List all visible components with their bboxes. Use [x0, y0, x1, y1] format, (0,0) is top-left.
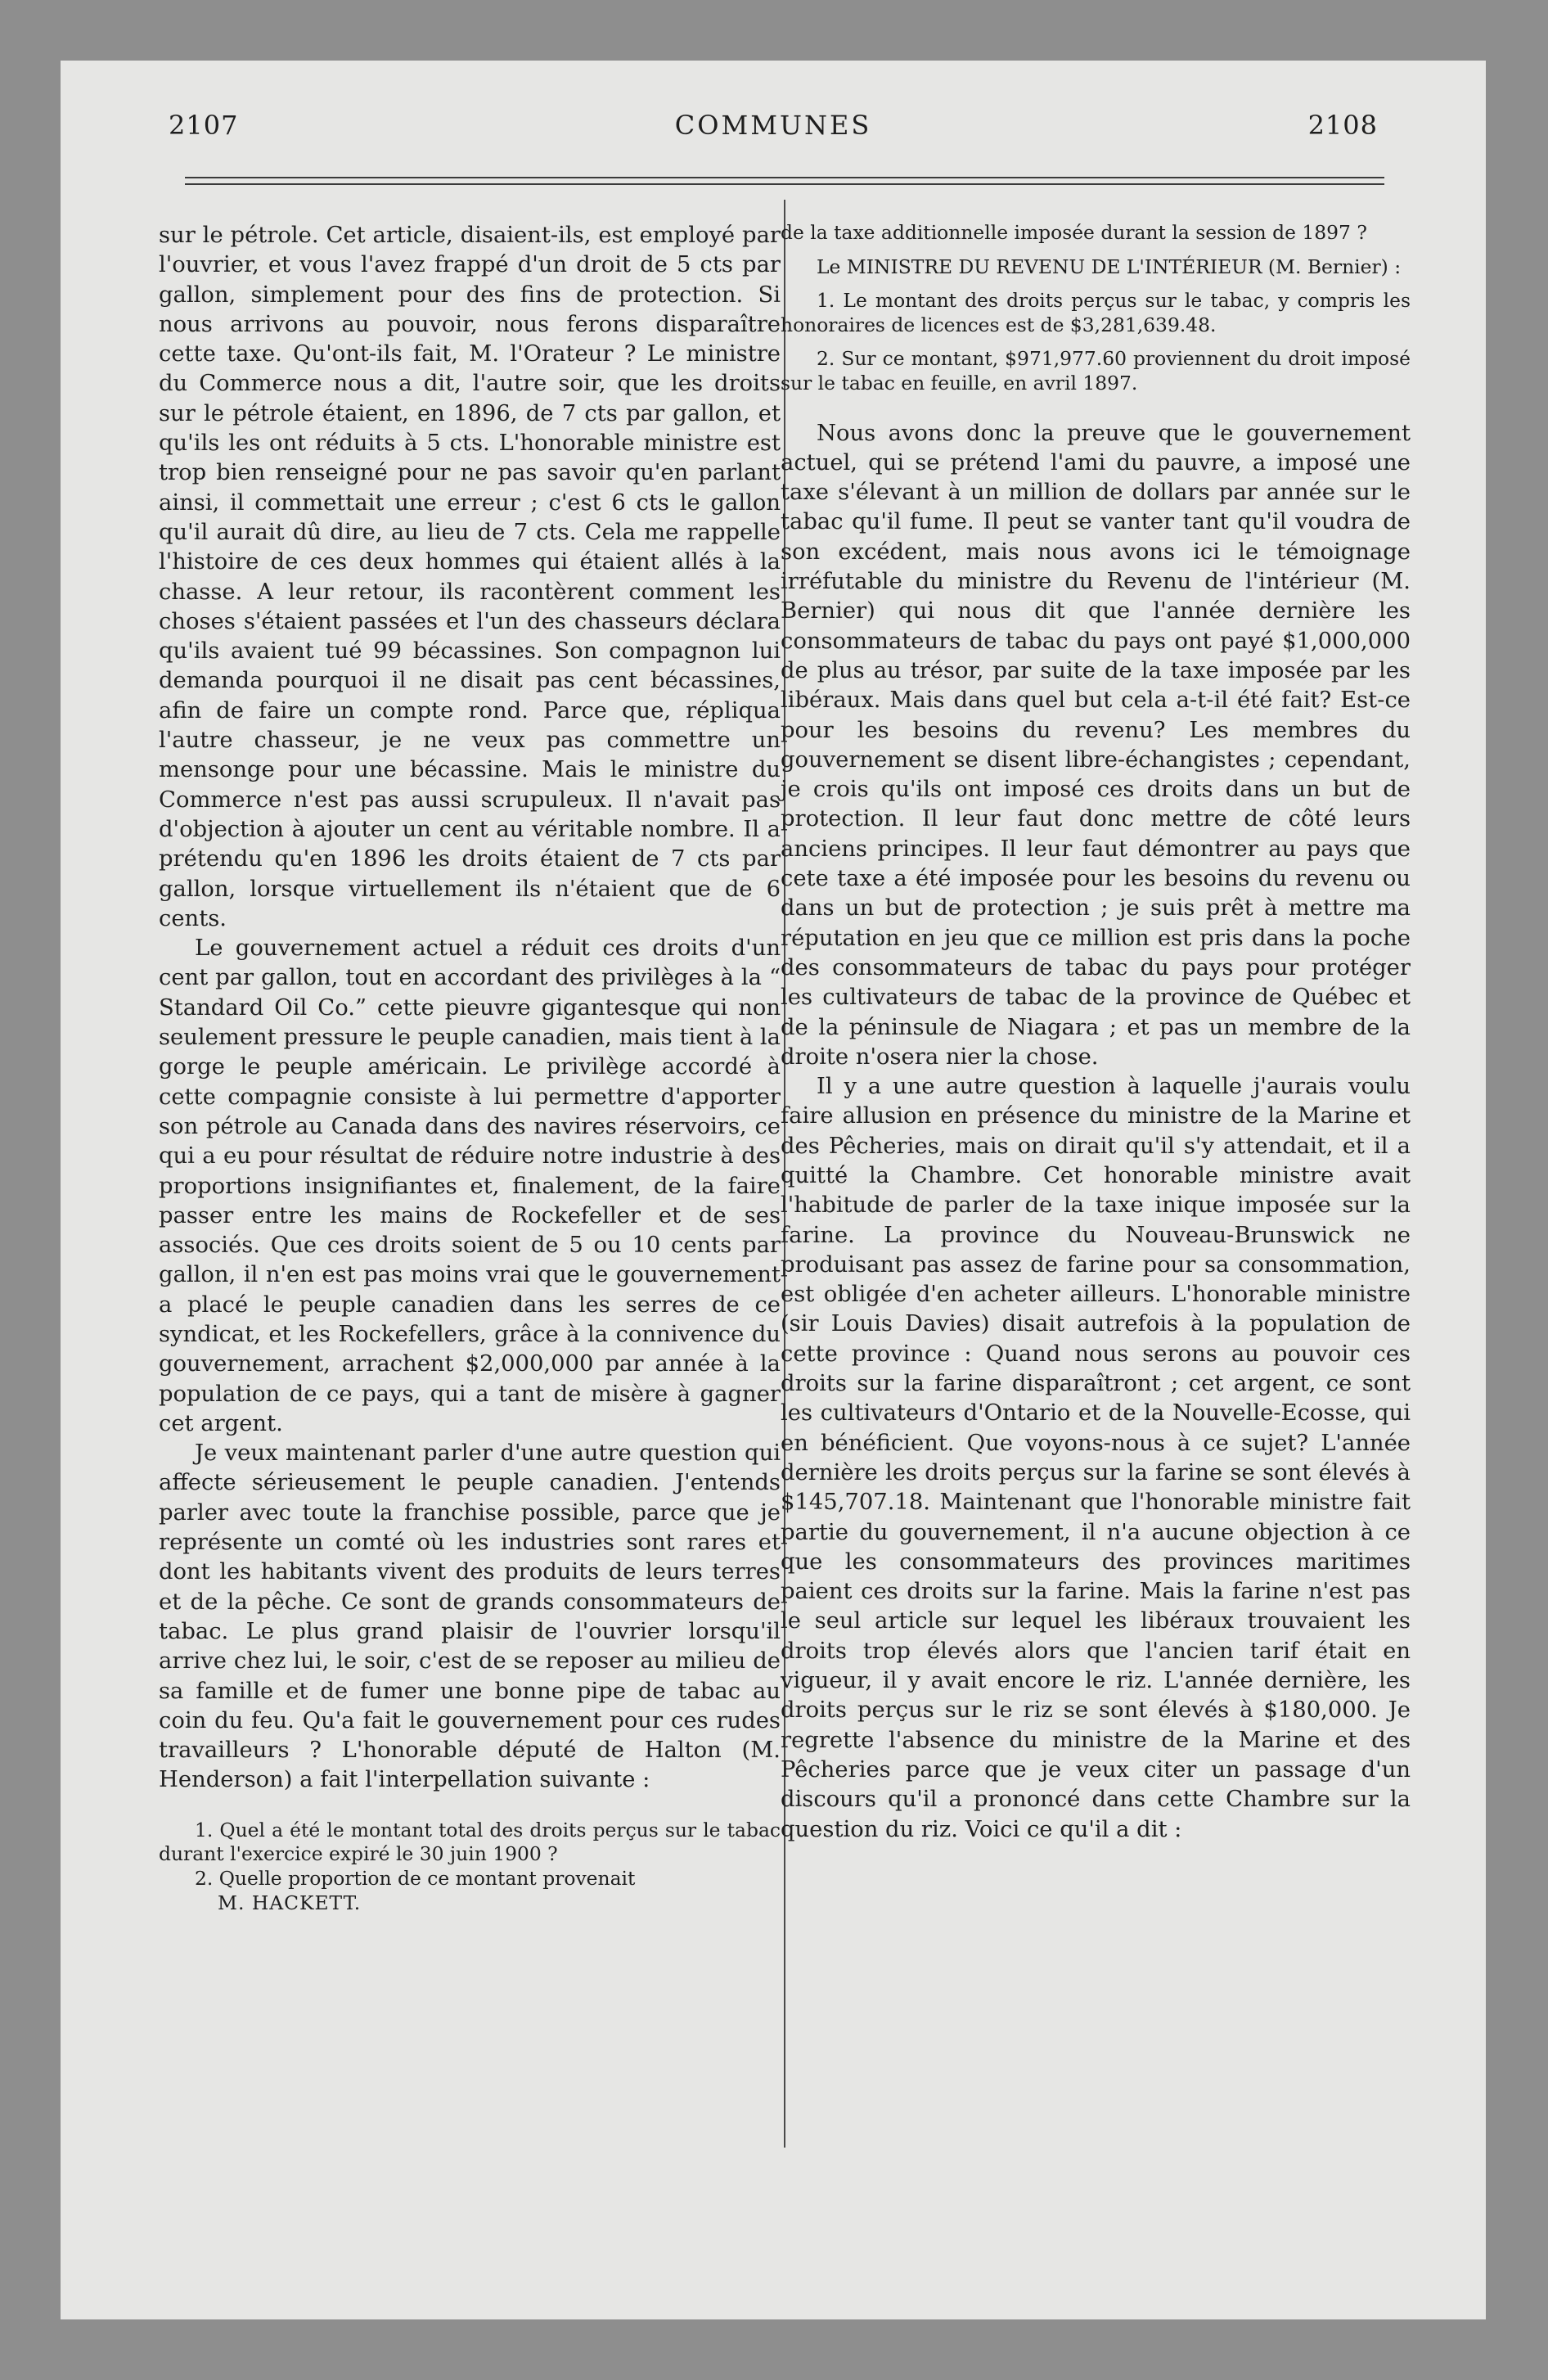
question-1: 1. Quel a été le montant total des droits perçus sur le tabac durant l'exercice expiré le 30 juin 1900 ? [159, 1818, 781, 1866]
spacer [781, 396, 1411, 419]
document-page [61, 61, 1486, 2319]
answer-1: 1. Le montant des droits perçus sur le tabac, y compris les honoraires de licences est de $3,281,639.48. [781, 289, 1411, 336]
spacer [159, 1796, 781, 1819]
question-2-continued: de la taxe additionnelle imposée durant la session de 1897 ? [781, 221, 1367, 244]
page-number-left: 2107 [169, 110, 239, 141]
header-rule-top [185, 177, 1384, 178]
paragraph: Nous avons donc la preuve que le gouvernement actuel, qui se prétend l'ami du pauvre, a imposé une taxe s'élevant à un million de dollars par année sur le tabac qu'il fume. Il peut se vanter tant qu'il voudra de son excédent, mais nous avons ici le témoignage irréfutable du ministre du Revenu de l'intérieur (M. Bernier) qui nous dit que l'année dernière les consommateurs de tabac du pays ont payé $1,000,000 de plus au trésor, par suite de la taxe imposée par les libéraux. Mais dans quel but cela a-t-il été fait? Est-ce pour les besoins du revenu? Les membres du gouvernement se disent libre-échangistes ; cependant, je crois qu'ils ont imposé ces droits dans un but de protection. Il leur faut donc mettre de côté leurs anciens principes. Il leur faut démontrer au pays que cete taxe a été imposée pour les besoins du revenu ou dans un but de protection ; je suis prêt à mettre ma réputation en jeu que ce million est pris dans la poche des consommateurs de tabac du pays pour protéger les cultivateurs de tabac de la province de Québec et de la péninsule de Niagara ; et pas un membre de la droite n'osera nier la chose. [781, 420, 1411, 1070]
signature: M. HACKETT. [218, 1891, 362, 1914]
minister-heading: Le MINISTRE DU REVENU DE L'INTÉRIEUR (M. Bernier) : [817, 255, 1402, 278]
paragraph: sur le pétrole. Cet article, disaient-ils, est employé par l'ouvrier, et vous l'avez frappé d'un droit de 5 cts par gallon, simplement pour des fins de protection. Si nous arrivons au pouvoir, nous ferons disparaître cette taxe. Qu'ont-ils fait, M. l'Orateur ? Le ministre du Commerce nous a dit, l'autre soir, que les droits sur le pétrole étaient, en 1896, de 7 cts par gallon, et qu'ils les ont réduits à 5 cts. L'honorable ministre est trop bien renseigné pour ne pas savoir qu'en parlant ainsi, il commettait une erreur ; c'est 6 cts le gallon qu'il aurait dû dire, au lieu de 7 cts. Cela me rappelle l'histoire de ces deux hommes qui étaient allés à la chasse. A leur retour, ils racontèrent comment les choses s'étaient passées et l'un des chasseurs déclara qu'ils avaient tué 99 bécassines. Son compagnon lui demanda pourquoi il ne disait pas cent bécassines, afin de faire un compte rond. Parce que, répliqua l'autre chasseur, je ne veux pas commettre un mensonge pour une bécassine. Mais le ministre du Commerce n'est pas aussi scrupuleux. Il n'avait pas d'objection à ajouter un cent au véritable nombre. Il a prétendu qu'en 1896 les droits étaient de 7 cts par gallon, lorsque virtuellement ils n'étaient que de 6 cents. [159, 223, 781, 931]
page-number-right: 2108 [1307, 110, 1378, 141]
paragraph: Le gouvernement actuel a réduit ces droits d'un cent par gallon, tout en accordant des privilèges à la “ Standard Oil Co.” cette pieuvre gigantesque qui non seulement pressure le peuple canadien, mais tient à la gorge le peuple américain. Le privilège accordé à cette compagnie consiste à lui permettre d'apporter son pétrole au Canada dans des navires réservoirs, ce qui a eu pour résultat de réduire notre industrie à des proportions insignifiantes et, finalement, de la faire passer entre les mains de Rockefeller et de ses associés. Que ces droits soient de 5 ou 10 cents par gallon, il n'en est pas moins vrai que le gouvernement a placé le peuple canadien dans les serres de ce syndicat, et les Rockefellers, grâce à la connivence du gouvernement, arrachent $2,000,000 par année à la population de ce pays, qui a tant de misère à gagner cet argent. [159, 935, 781, 1436]
left-column [159, 221, 781, 1915]
paragraph: Je veux maintenant parler d'une autre question qui affecte sérieusement le peuple canadien. J'entends parler avec toute la franchise possible, parce que je représente un comté où les industries sont rares et dont les habitants vivent des produits de leurs terres et de la pêche. Ce sont de grands consommateurs de tabac. Le plus grand plaisir de l'ouvrier lorsqu'il arrive chez lui, le soir, c'est de se reposer au milieu de sa famille et de fumer une bonne pipe de tabac au coin du feu. Qu'a fait le gouvernement pour ces rudes travailleurs ? L'honorable député de Halton (M. Henderson) a fait l'interpellation suivante : [159, 1440, 781, 1793]
answer-2: 2. Sur ce montant, $971,977.60 proviennent du droit imposé sur le tabac en feuille, en avril 1897. [781, 347, 1411, 394]
right-column [781, 221, 1411, 1845]
paragraph: Il y a une autre question à laquelle j'aurais voulu faire allusion en présence du ministre de la Marine et des Pêcheries, mais on dirait qu'il s'y attendait, et il a quitté la Chambre. Cet honorable ministre avait l'habitude de parler de la taxe inique imposée sur la farine. La province du Nouveau-Brunswick ne produisant pas assez de farine pour sa consommation, est obligée d'en acheter ailleurs. L'honorable ministre (sir Louis Davies) disait autrefois à la population de cette province : Quand nous serons au pouvoir ces droits sur la farine disparaîtront ; cet argent, ce sont les cultivateurs d'Ontario et de la Nouvelle-Ecosse, qui en bénéficient. Que voyons-nous à ce sujet? L'année dernière les droits perçus sur la farine se sont élevés à $145,707.18. Maintenant que l'honorable ministre fait partie du gouvernement, il n'a aucune objection à ce que les consommateurs des provinces maritimes paient ces droits sur la farine. Mais la farine n'est pas le seul article sur lequel les libéraux trouvaient les droits trop élevés alors que l'ancien tarif était en vigueur, il y avait encore le riz. L'année dernière, les droits perçus sur le riz se sont élevés à $180,000. Je regrette l'absence du ministre de la Marine et des Pêcheries parce que je veux citer un passage d'un discours qu'il a prononcé dans cette Chambre sur la question du riz. Voici ce qu'il a dit : [781, 1074, 1411, 1842]
question-2: 2. Quelle proportion de ce montant provenait [195, 1866, 636, 1890]
running-title: COMMUNES [674, 110, 872, 141]
header-rule-bottom [185, 183, 1384, 185]
